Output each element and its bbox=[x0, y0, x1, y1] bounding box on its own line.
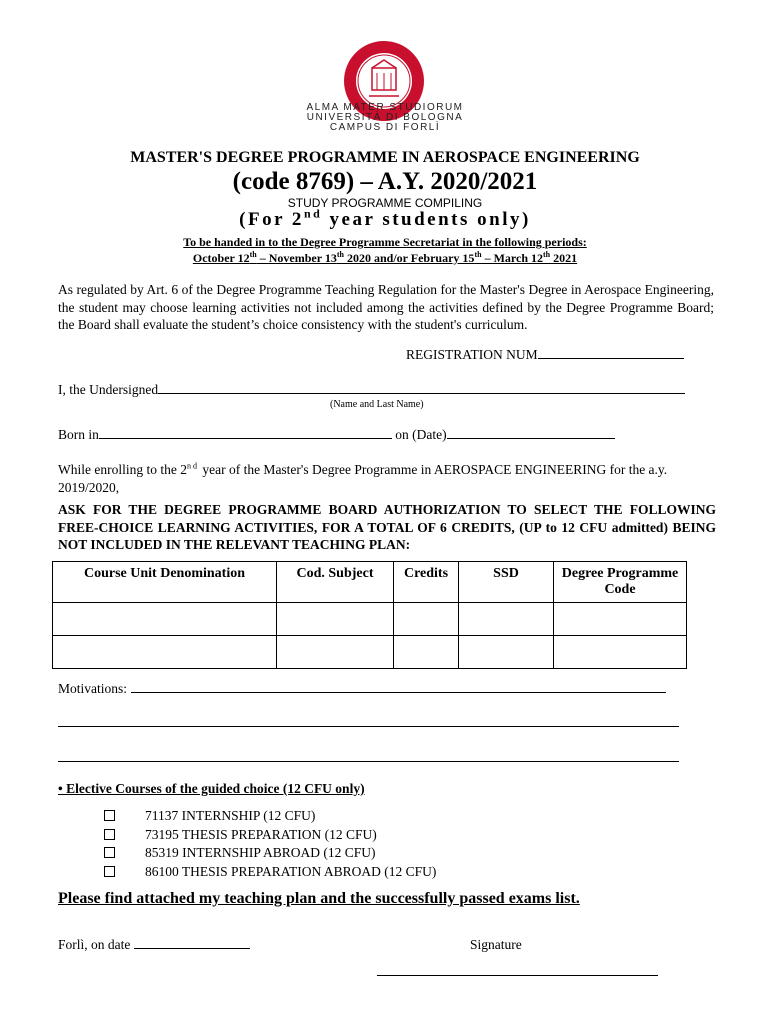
table-cell[interactable] bbox=[554, 603, 687, 636]
table-cell[interactable] bbox=[394, 636, 459, 669]
registration-field[interactable] bbox=[406, 347, 684, 363]
period-sup-1: th bbox=[249, 250, 257, 259]
checkbox-thesis-preparation-abroad[interactable] bbox=[104, 866, 115, 877]
signature-line[interactable] bbox=[377, 975, 658, 976]
institution-line-1: ALMA MATER STUDIORUM bbox=[306, 102, 464, 113]
table-cell[interactable] bbox=[277, 603, 394, 636]
undersigned-label: I, the Undersigned bbox=[58, 382, 159, 397]
period-text-1: October 12 bbox=[192, 251, 250, 265]
table-cell[interactable] bbox=[53, 636, 277, 669]
elective-option[interactable] bbox=[104, 863, 436, 882]
year-title-suffix: year students only) bbox=[322, 209, 531, 230]
motivations-input-line-3[interactable] bbox=[58, 761, 679, 762]
name-hint: (Name and Last Name) bbox=[330, 399, 424, 410]
table-cell[interactable] bbox=[459, 603, 554, 636]
elective-option[interactable] bbox=[104, 844, 436, 863]
authorization-request: ASK FOR THE DEGREE PROGRAMME BOARD AUTHORIZATION TO SELECT THE FOLLOWING FREE-CHOICE LEARNING ACTIVITIES, FOR A TOTAL OF 6 CREDITS, (UP to 12 CFU admitted) BEING NOT INCLUDED IN THE RELEVANT TEACHING PLAN: bbox=[58, 502, 716, 552]
period-text-2: – November 13 bbox=[256, 251, 337, 265]
birth-date-input-line[interactable] bbox=[447, 438, 615, 439]
table-cell[interactable] bbox=[554, 636, 687, 669]
birthplace-input-line[interactable] bbox=[99, 438, 392, 439]
birth-date-label: on (Date) bbox=[391, 427, 447, 442]
motivations-input-line-1[interactable] bbox=[131, 692, 666, 693]
motivations-input-line-2[interactable] bbox=[58, 726, 679, 727]
header-cod-subject: Cod. Subject bbox=[277, 562, 394, 603]
submission-periods-dates bbox=[0, 251, 770, 266]
elective-option[interactable] bbox=[104, 826, 436, 845]
motivations-field[interactable] bbox=[58, 681, 666, 697]
enrolling-statement bbox=[58, 461, 718, 496]
period-text-5: 2021 bbox=[550, 251, 578, 265]
table-cell[interactable] bbox=[53, 603, 277, 636]
period-text-3: 2020 and/or February 15 bbox=[343, 251, 475, 265]
option-label-thesis-preparation: 73195 THESIS PREPARATION (12 CFU) bbox=[145, 826, 377, 842]
subtitle: STUDY PROGRAMME COMPILING bbox=[287, 196, 483, 210]
header-course-unit: Course Unit Denomination bbox=[53, 562, 277, 603]
attached-note: Please find attached my teaching plan and the successfully passed exams list. bbox=[58, 890, 580, 907]
period-text-4: – March 12 bbox=[481, 251, 543, 265]
header-degree-code: Degree Programme Code bbox=[554, 562, 687, 603]
year-title bbox=[0, 206, 770, 231]
table-row[interactable] bbox=[53, 636, 687, 669]
motivations-label: Motivations: bbox=[58, 681, 128, 696]
period-sup-2: th bbox=[336, 250, 344, 259]
code-title: (code 8769) – A.Y. 2020/2021 bbox=[232, 168, 538, 195]
institution-name bbox=[0, 103, 770, 133]
institution-line-3: CAMPUS DI FORLÌ bbox=[329, 122, 441, 133]
period-sup-4: th bbox=[543, 250, 551, 259]
option-label-internship-abroad: 85319 INTERNSHIP ABROAD (12 CFU) bbox=[145, 845, 376, 860]
place-date-label: Forlì, on date bbox=[58, 937, 131, 952]
checkbox-internship[interactable] bbox=[104, 810, 115, 821]
option-label-thesis-preparation-abroad: 86100 THESIS PREPARATION ABROAD (12 CFU) bbox=[145, 863, 437, 879]
period-sup-3: th bbox=[474, 250, 482, 259]
submission-periods-heading: To be handed in to the Degree Programme Secretariat in the following periods: bbox=[183, 235, 587, 249]
table-header-row bbox=[53, 562, 687, 603]
institution-line-2: UNIVERSITÀ DI BOLOGNA bbox=[306, 112, 464, 123]
checkbox-thesis-preparation[interactable] bbox=[104, 829, 115, 840]
table-cell[interactable] bbox=[459, 636, 554, 669]
elective-option[interactable] bbox=[104, 807, 436, 826]
table-cell[interactable] bbox=[394, 603, 459, 636]
elective-heading: • Elective Courses of the guided choice (12 CFU only) bbox=[58, 781, 365, 796]
elective-options bbox=[104, 807, 436, 881]
enrolling-text-b: year of the Master's Degree Programme in AEROSPACE ENGINEERING for the a.y. 2019/2020, bbox=[58, 462, 668, 495]
born-label: Born in bbox=[58, 427, 99, 442]
header-ssd: SSD bbox=[459, 562, 554, 603]
header-credits: Credits bbox=[394, 562, 459, 603]
birth-field[interactable] bbox=[58, 427, 615, 443]
year-title-sup: nd bbox=[303, 206, 323, 221]
checkbox-internship-abroad[interactable] bbox=[104, 847, 115, 858]
registration-input-line[interactable] bbox=[538, 358, 684, 359]
programme-title: MASTER'S DEGREE PROGRAMME IN AEROSPACE ENGINEERING bbox=[130, 149, 640, 166]
table-row[interactable] bbox=[53, 603, 687, 636]
undersigned-field[interactable] bbox=[58, 382, 685, 398]
enrolling-text-a: While enrolling to the 2 bbox=[58, 462, 187, 477]
date-input-line[interactable] bbox=[134, 948, 250, 949]
year-title-prefix: (For 2 bbox=[239, 209, 304, 230]
signature-label: Signature bbox=[470, 937, 522, 952]
undersigned-input-line[interactable] bbox=[158, 393, 685, 394]
date-field[interactable] bbox=[58, 937, 250, 953]
registration-label: REGISTRATION NUM bbox=[406, 347, 538, 362]
enrolling-sup: nd bbox=[186, 461, 199, 471]
table-cell[interactable] bbox=[277, 636, 394, 669]
course-units-table bbox=[52, 561, 687, 669]
option-label-internship: 71137 INTERNSHIP (12 CFU) bbox=[145, 808, 316, 823]
intro-paragraph: As regulated by Art. 6 of the Degree Programme Teaching Regulation for the Master's Degree in Aerospace Engineering, the student may choose learning activities not included among the activities defined by the Degree Programme Board; the Board shall evaluate the student’s choice consistency with the student's curriculum. bbox=[58, 282, 714, 332]
